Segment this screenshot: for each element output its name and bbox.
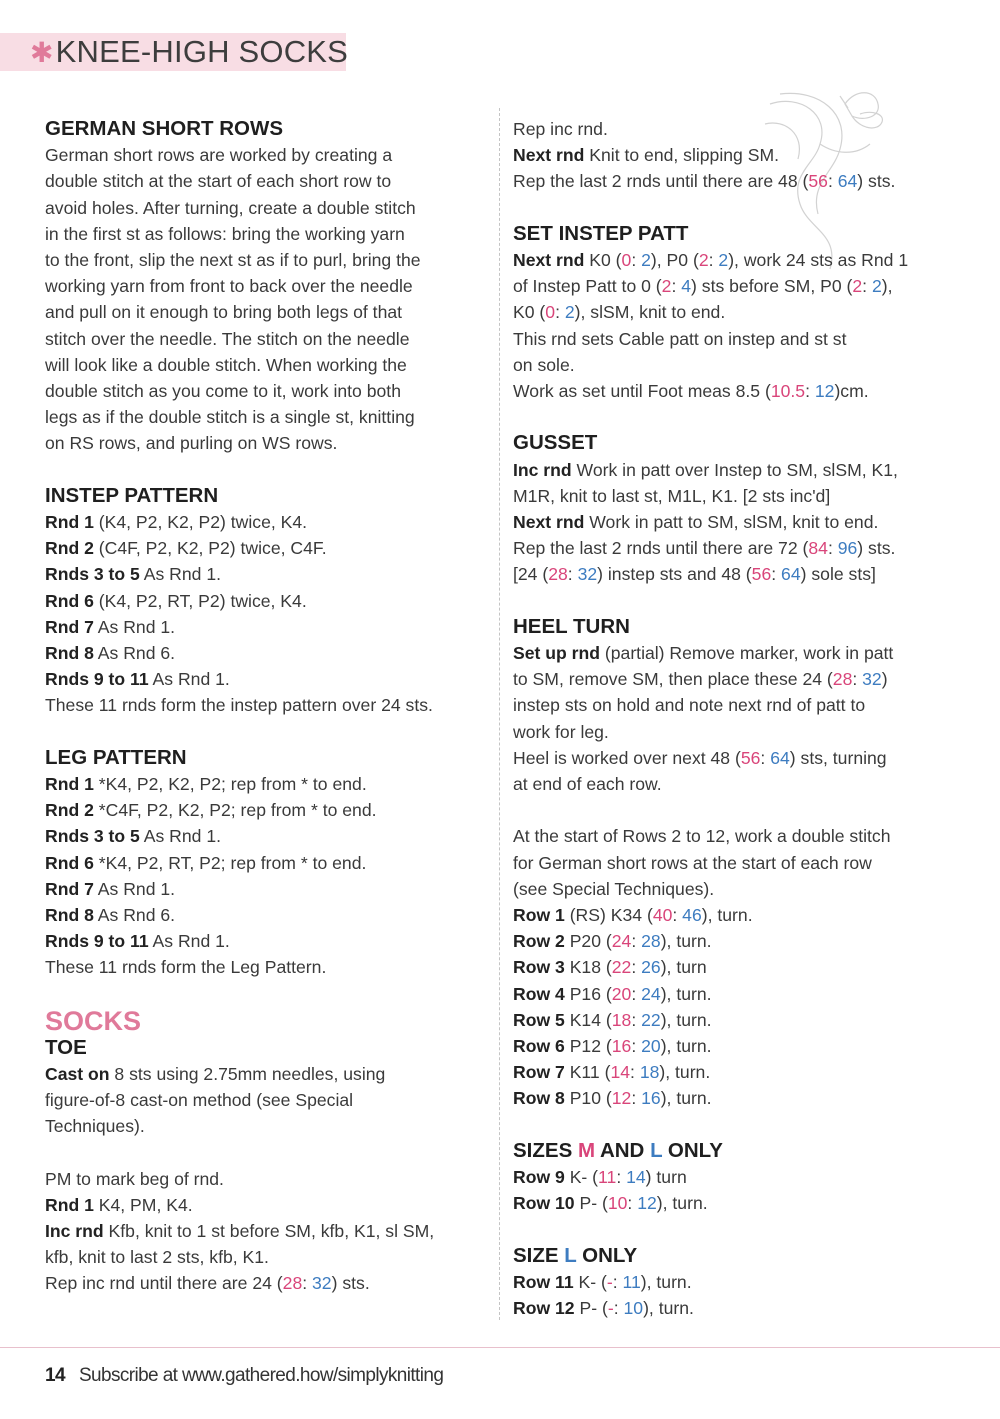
instep-pattern-heading: INSTEP PATTERN	[45, 483, 219, 507]
instep-row: Rnd 2 (C4F, P2, K2, P2) twice, C4F.	[45, 538, 327, 559]
leg-row: Rnd 6 *K4, P2, RT, P2; rep from * to end.	[45, 852, 367, 873]
left-column	[45, 116, 485, 1297]
leg-row: Rnd 8 As Rnd 6.	[45, 905, 176, 926]
gusset-line: M1R, knit to last st, M1L, K1. [2 sts inc'd]	[513, 485, 831, 506]
instep-row: Rnds 9 to 11 As Rnd 1.	[45, 669, 230, 690]
leg-row: Rnd 2 *C4F, P2, K2, P2; rep from * to end.	[45, 800, 377, 821]
german-line: in the first st as follows: bring the working yarn	[45, 223, 405, 244]
heel-row: Row 3 K18 (22: 26), turn	[513, 957, 707, 978]
gusset-line: Rep the last 2 rnds until there are 72 (84: 96) sts.	[513, 538, 896, 559]
toe-heading: TOE	[45, 1035, 87, 1059]
german-line: stitch over the needle. The stitch on the needle	[45, 328, 410, 349]
german-line: will look like a double stitch. When working the	[45, 354, 407, 375]
instep-row: Rnds 3 to 5 As Rnd 1.	[45, 564, 222, 585]
instep-row: Rnd 7 As Rnd 1.	[45, 616, 176, 637]
instep-patt-line: This rnd sets Cable patt on instep and st st	[513, 328, 847, 349]
german-line: double stitch at the start of each short row to	[45, 171, 392, 192]
gusset-line: Next rnd Work in patt to SM, slSM, knit to end.	[513, 512, 879, 533]
german-line: avoid holes. After turning, create a double stitch	[45, 197, 416, 218]
sizes-ml-row: Row 9 K- (11: 14) turn	[513, 1167, 687, 1188]
instep-patt-line: K0 (0: 2), slSM, knit to end.	[513, 302, 726, 323]
toe-inc-rnd: kfb, knit to last 2 sts, kfb, K1.	[45, 1247, 269, 1268]
heel-row: Row 6 P12 (16: 20), turn.	[513, 1036, 712, 1057]
instep-patt-line: Work as set until Foot meas 8.5 (10.5: 12)cm.	[513, 381, 869, 402]
instep-patt-line: Next rnd K0 (0: 2), P0 (2: 2), work 24 sts as Rnd 1	[513, 250, 909, 270]
column-divider	[499, 108, 500, 1320]
gusset-line: [24 (28: 32) instep sts and 48 (56: 64) sole sts]	[513, 564, 876, 585]
set-instep-patt-heading: SET INSTEP PATT	[513, 221, 689, 245]
socks-heading: SOCKS	[45, 1005, 142, 1036]
leg-summary: These 11 rnds form the Leg Pattern.	[45, 957, 327, 978]
leg-pattern-heading: LEG PATTERN	[45, 745, 187, 769]
flower-icon: ✱	[30, 37, 54, 68]
leg-row: Rnds 3 to 5 As Rnd 1.	[45, 826, 222, 847]
german-line: working yarn from front to back over the needle	[45, 276, 413, 297]
footer	[45, 1365, 443, 1387]
size-l-row: Row 11 K- (-: 11), turn.	[513, 1271, 692, 1292]
german-line: legs as if the double stitch is a single st, knitting	[45, 407, 415, 428]
german-line: on RS rows, and purling on WS rows.	[45, 433, 338, 454]
page-title: ✱KNEE-HIGH SOCKS	[30, 34, 349, 69]
instep-patt-line: on sole.	[513, 354, 575, 375]
heel-line: (see Special Techniques).	[513, 878, 715, 899]
toe-cont-line: Rep the last 2 rnds until there are 48 (56: 64) sts.	[513, 171, 896, 192]
toe-inc-rnd: Inc rnd Kfb, knit to 1 st before SM, kfb, K1, sl SM,	[45, 1221, 435, 1242]
german-line: German short rows are worked by creating a	[45, 145, 393, 166]
heel-row: Row 4 P16 (20: 24), turn.	[513, 983, 712, 1004]
heel-row: Row 8 P10 (12: 16), turn.	[513, 1088, 712, 1109]
instep-summary: These 11 rnds form the instep pattern over 24 sts.	[45, 695, 433, 716]
leg-row: Rnd 1 *K4, P2, K2, P2; rep from * to end.	[45, 774, 367, 795]
page-number: 14	[45, 1365, 65, 1386]
heel-line: At the start of Rows 2 to 12, work a double stitch	[513, 826, 891, 847]
footer-rule	[0, 1347, 1000, 1348]
heel-line: Heel is worked over next 48 (56: 64) sts, turning	[513, 747, 887, 768]
heel-row: Row 7 K11 (14: 18), turn.	[513, 1062, 711, 1083]
cast-on-line: Cast on 8 sts using 2.75mm needles, using	[45, 1063, 386, 1084]
cast-on-line: Techniques).	[45, 1116, 145, 1137]
heel-line: to SM, remove SM, then place these 24 (28: 32)	[513, 669, 888, 690]
instep-row: Rnd 1 (K4, P2, K2, P2) twice, K4.	[45, 512, 308, 533]
instep-patt-line: of Instep Patt to 0 (2: 4) sts before SM, P0 (2: 2),	[513, 276, 893, 297]
german-short-rows-heading: GERMAN SHORT ROWS	[45, 117, 284, 140]
leg-row: Rnds 9 to 11 As Rnd 1.	[45, 931, 230, 952]
gusset-heading: GUSSET	[513, 431, 598, 455]
right-column	[513, 116, 958, 1321]
instep-row: Rnd 6 (K4, P2, RT, P2) twice, K4.	[45, 590, 307, 611]
cast-on-line: figure-of-8 cast-on method (see Special	[45, 1090, 354, 1111]
leg-row: Rnd 7 As Rnd 1.	[45, 878, 176, 899]
heel-turn-heading: HEEL TURN	[513, 614, 630, 638]
sizes-ml-row: Row 10 P- (10: 12), turn.	[513, 1193, 708, 1214]
gusset-line: Inc rnd Work in patt over Instep to SM, slSM, K1,	[513, 459, 898, 480]
sizes-m-and-l-heading: SIZES M AND L ONLY	[513, 1138, 723, 1162]
german-line: to the front, slip the next st as if to purl, bring the	[45, 250, 421, 271]
heel-line: instep sts on hold and note next rnd of patt to	[513, 695, 866, 716]
heel-line: at end of each row.	[513, 774, 662, 795]
toe-rep-line: Rep inc rnd until there are 24 (28: 32) sts.	[45, 1273, 370, 1294]
instep-row: Rnd 8 As Rnd 6.	[45, 643, 176, 664]
german-line: and pull on it enough to bring both legs of that	[45, 302, 403, 323]
heel-line: Set up rnd (partial) Remove marker, work in patt	[513, 643, 894, 664]
heel-line: for German short rows at the start of each row	[513, 852, 872, 873]
german-line: double stitch as you come to it, work into both	[45, 381, 401, 402]
toe-cont-line: Next rnd Knit to end, slipping SM.	[513, 145, 779, 166]
heel-row: Row 1 (RS) K34 (40: 46), turn.	[513, 905, 753, 926]
pm-line: PM to mark beg of rnd.	[45, 1168, 224, 1189]
heel-line: work for leg.	[513, 721, 609, 742]
size-l-row: Row 12 P- (-: 10), turn.	[513, 1298, 694, 1319]
subscribe-link[interactable]: Subscribe at www.gathered.how/simplyknitting	[78, 1365, 444, 1386]
size-l-heading: SIZE L ONLY	[513, 1243, 638, 1267]
toe-cont-line: Rep inc rnd.	[513, 119, 608, 139]
toe-rnd1: Rnd 1 K4, PM, K4.	[45, 1194, 193, 1215]
heel-row: Row 5 K14 (18: 22), turn.	[513, 1009, 712, 1030]
heel-row: Row 2 P20 (24: 28), turn.	[513, 931, 712, 952]
